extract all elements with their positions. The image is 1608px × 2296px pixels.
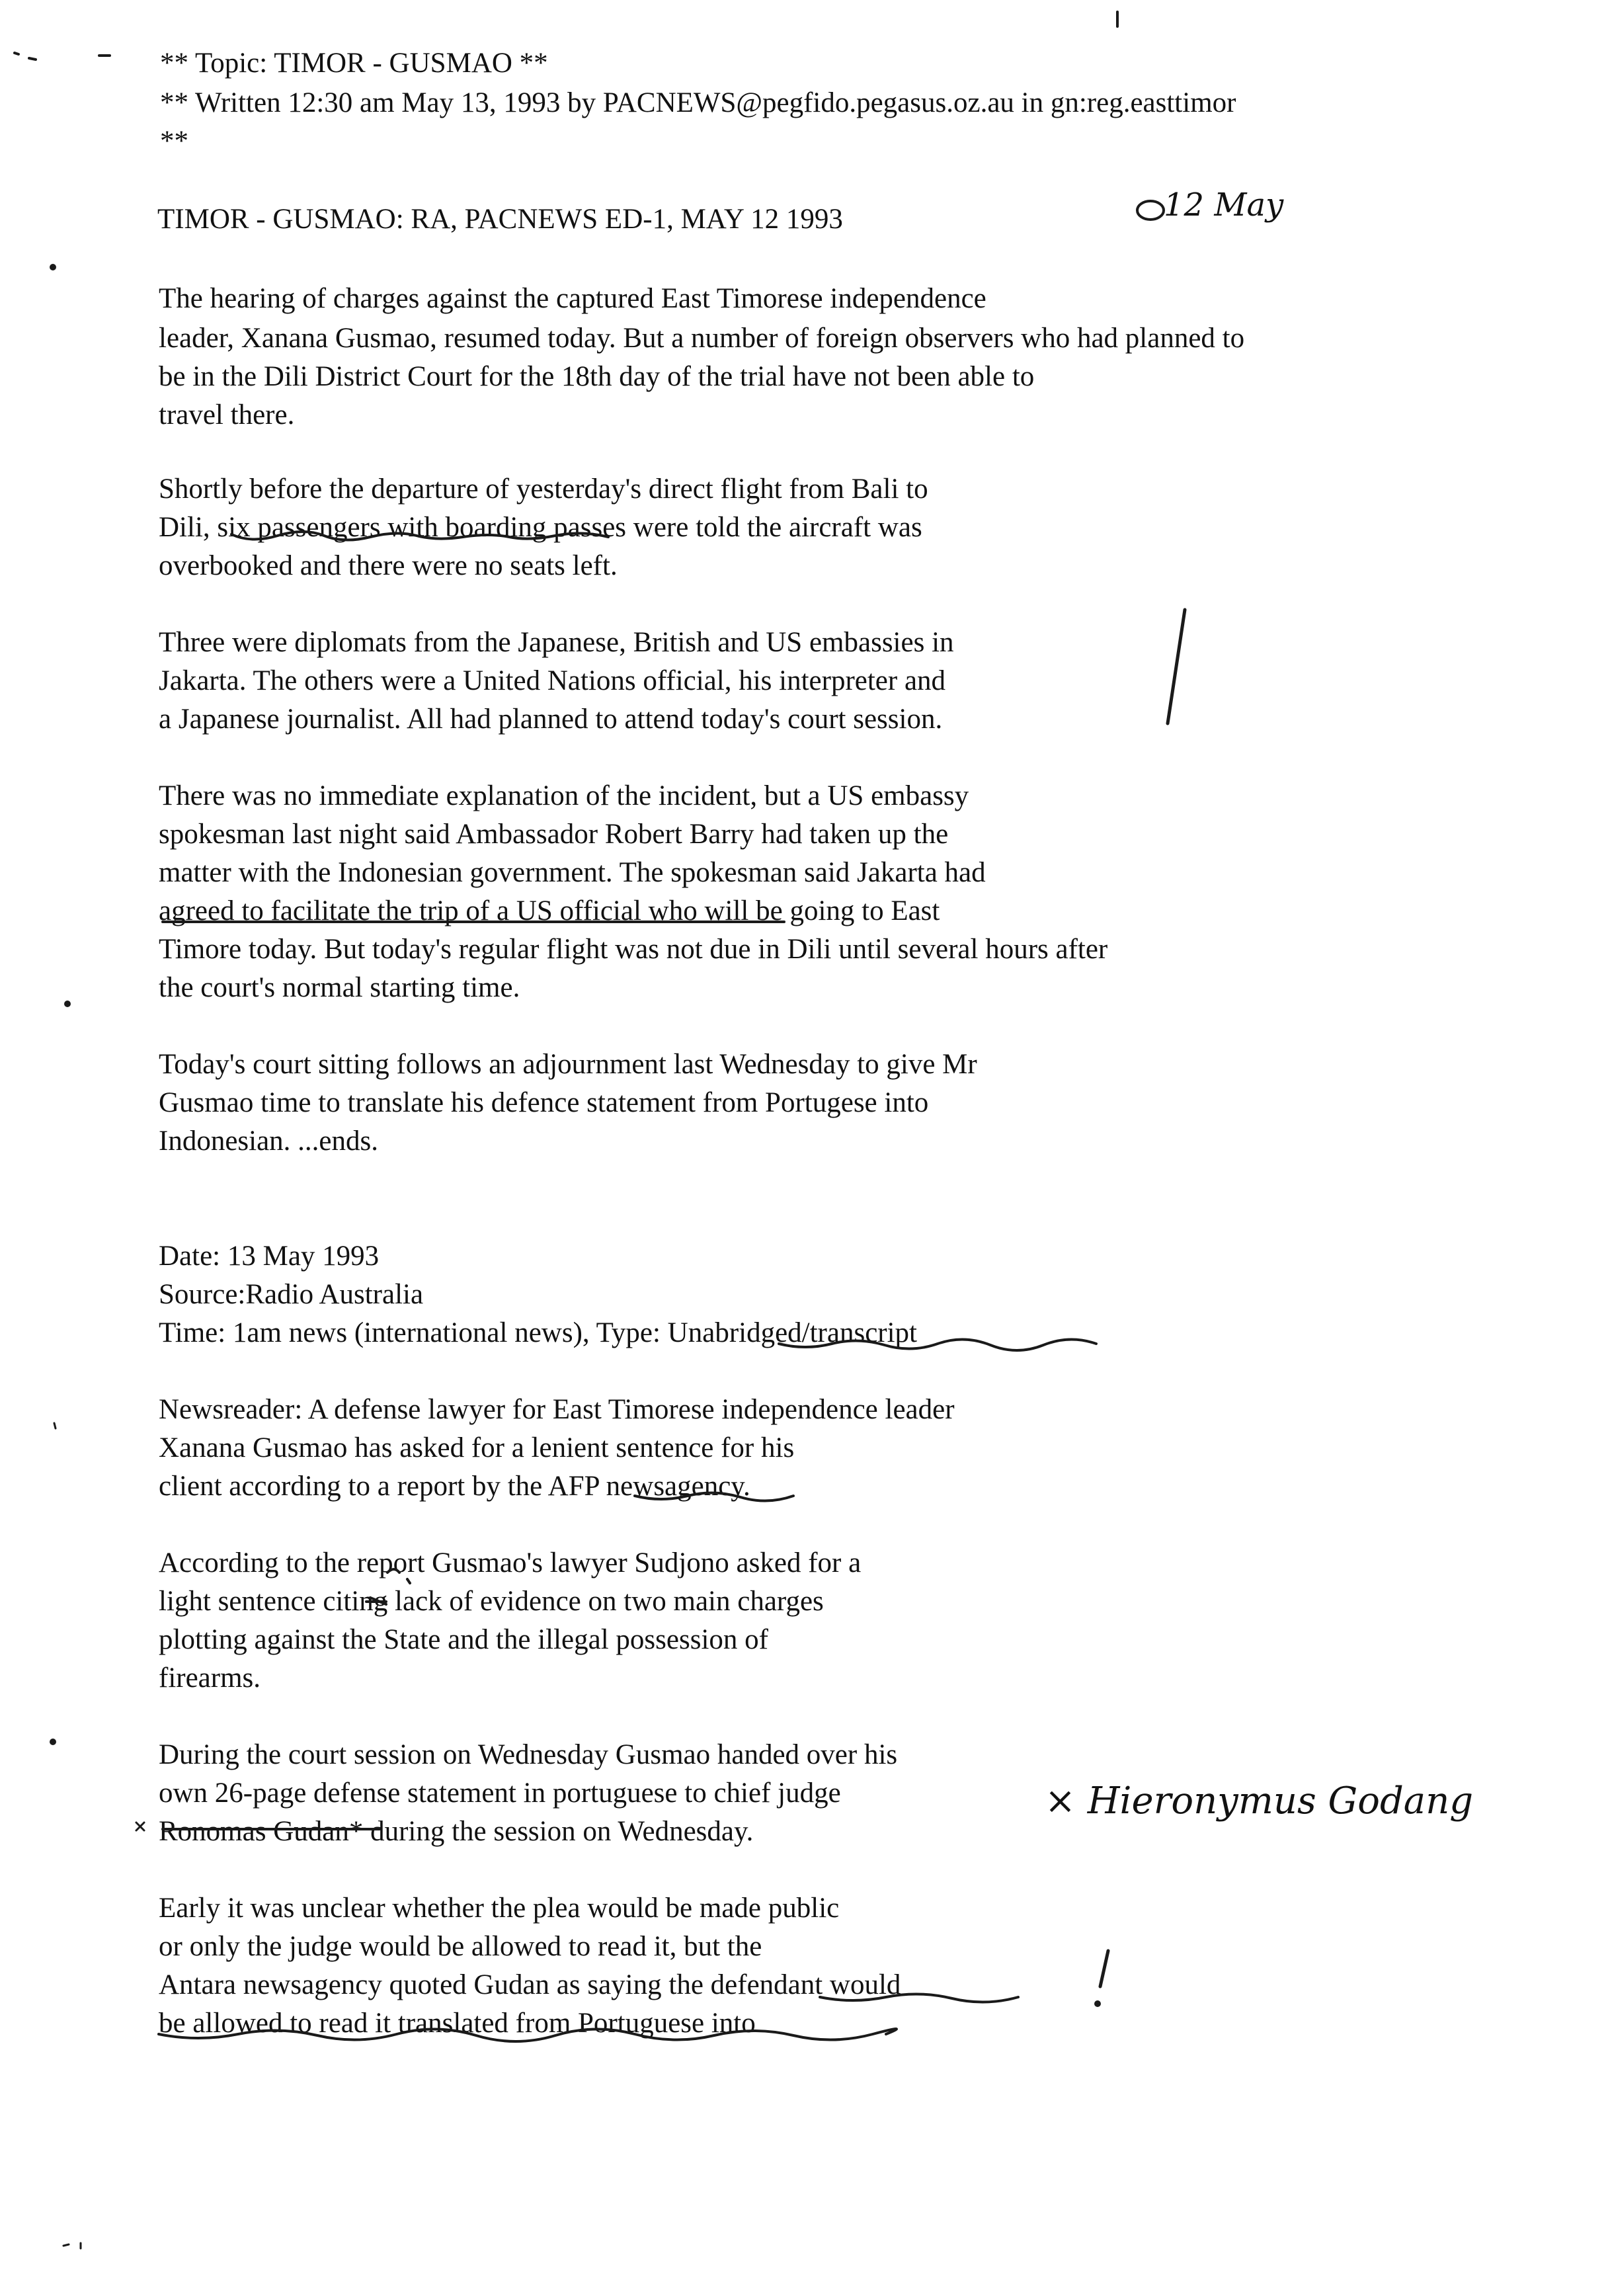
text-line: travel there.: [159, 399, 295, 430]
text-line: The hearing of charges against the captured East Timorese independence: [159, 283, 986, 314]
text-line: There was no immediate explanation of the incident, but a US embassy: [159, 780, 969, 811]
text-line: firearms.: [159, 1662, 261, 1694]
text-line: be allowed to read it translated from Portuguese into: [159, 2008, 756, 2039]
text-line: Early it was unclear whether the plea would be made public: [159, 1893, 840, 1924]
text-line: client according to a report by the AFP newsagency.: [159, 1471, 750, 1502]
header-stars-line: **: [160, 126, 188, 157]
text-line: overbooked and there were no seats left.: [159, 550, 618, 581]
text-line: Newsreader: A defense lawyer for East Timorese independence leader: [159, 1394, 955, 1425]
text-line: During the court session on Wednesday Gusmao handed over his: [159, 1739, 898, 1770]
text-line: Jakarta. The others were a United Nations official, his interpreter and: [159, 665, 946, 696]
text-line: own 26-page defense statement in portuguese to chief judge: [159, 1778, 841, 1809]
text-line: Antara newsagency quoted Gudan as saying the defendant would: [159, 1969, 901, 2000]
text-line: Gusmao time to translate his defence statement from Portugese into: [159, 1087, 929, 1118]
handwritten-date-note: 12 May: [1164, 186, 1284, 224]
story1-dateline: TIMOR - GUSMAO: RA, PACNEWS ED-1, MAY 12 1993: [157, 204, 843, 235]
date-line: Date: 13 May 1993: [159, 1241, 380, 1272]
text-line: Xanana Gusmao has asked for a lenient sentence for his: [159, 1432, 795, 1463]
exclamation-mark: [1100, 1951, 1108, 1987]
caret-mark: [407, 1579, 410, 1583]
written-line: ** Written 12:30 am May 13, 1993 by PACNEWS@pegfido.pegasus.oz.au in gn:reg.easttimor: [160, 87, 1236, 118]
text-line: be in the Dili District Court for the 18th day of the trial have not been able to: [159, 361, 1035, 392]
text-line: matter with the Indonesian government. The spokesman said Jakarta had: [159, 857, 986, 888]
text-line: agreed to facilitate the trip of a US official who will be going to East: [159, 895, 940, 926]
text-line: According to the report Gusmao's lawyer Sudjono asked for a: [159, 1547, 862, 1578]
handwritten-name-note: × Hieronymus Godang: [1045, 1780, 1474, 1823]
text-line: Three were diplomats from the Japanese, British and US embassies in: [159, 627, 954, 658]
text-line: light sentence citing lack of evidence on two main charges: [159, 1586, 824, 1617]
text-line: Dili, six passengers with boarding passes were told the aircraft was: [159, 512, 922, 543]
text-line: leader, Xanana Gusmao, resumed today. But a number of foreign observers who had planned to: [159, 323, 1245, 354]
asterisk-mark: [136, 1823, 144, 1830]
text-line: Indonesian. ...ends.: [159, 1126, 378, 1157]
text-line: Today's court sitting follows an adjournment last Wednesday to give Mr: [159, 1049, 977, 1080]
text-line: plotting against the State and the illegal possession of: [159, 1624, 768, 1655]
exclamation-dot: [1096, 2002, 1100, 2006]
text-line: Ronomas Gudan* during the session on Wednesday.: [159, 1816, 754, 1847]
text-line: a Japanese journalist. All had planned to attend today's court session.: [159, 704, 943, 735]
time-line: Time: 1am news (international news), Type: Unabridged/transcript: [159, 1317, 917, 1348]
text-line: Shortly before the departure of yesterday's direct flight from Bali to: [159, 473, 928, 505]
text-line: or only the judge would be allowed to read it, but the: [159, 1931, 762, 1962]
margin-stroke: [1168, 610, 1185, 723]
text-line: Timore today. But today's regular flight was not due in Dili until several hours after: [159, 934, 1108, 965]
circle-mark: [1137, 201, 1164, 220]
source-line: Source:Radio Australia: [159, 1279, 424, 1310]
text-line: the court's normal starting time.: [159, 972, 520, 1003]
text-line: spokesman last night said Ambassador Robert Barry had taken up the: [159, 819, 949, 850]
topic-line: ** Topic: TIMOR - GUSMAO **: [160, 48, 548, 79]
